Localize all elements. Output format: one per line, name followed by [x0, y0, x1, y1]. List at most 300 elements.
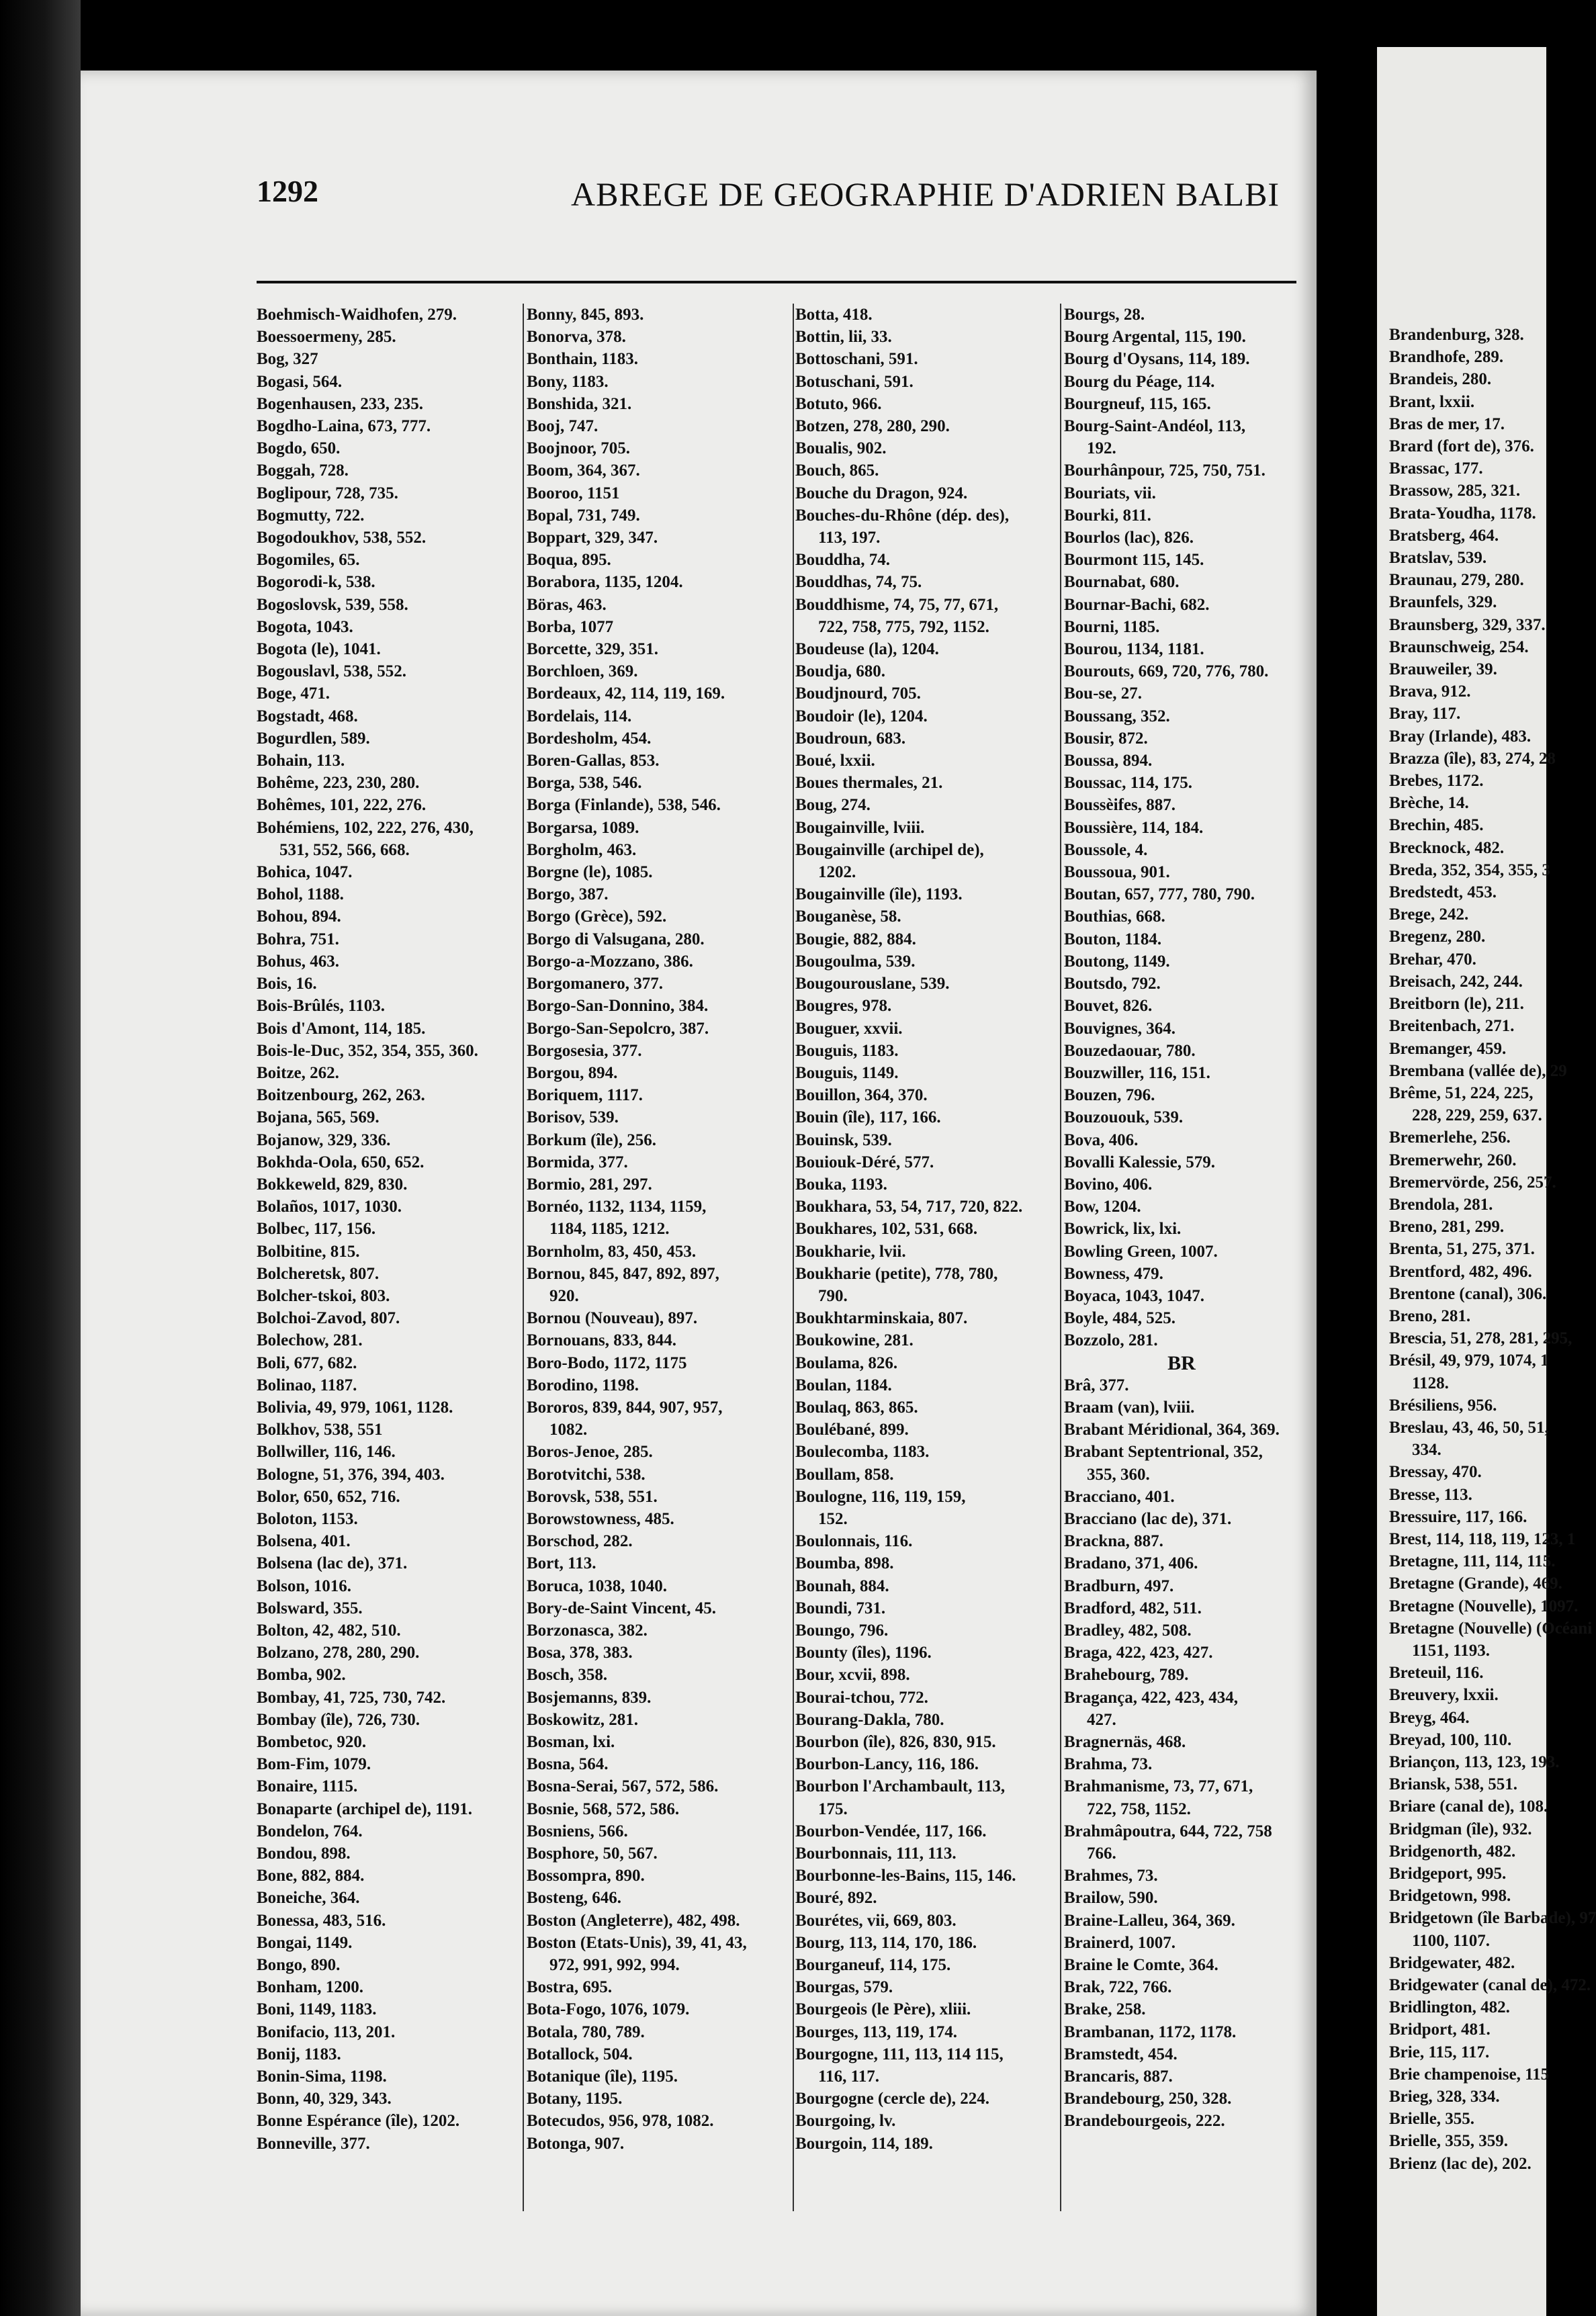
index-entry: Boro-Bodo, 1172, 1175	[527, 1353, 687, 1372]
index-entry: Bridgeport, 995.	[1389, 1865, 1507, 1883]
index-entry: Bourg-Saint-Andéol, 113,	[1064, 417, 1246, 436]
index-entry: Brahmâpoutra, 644, 722, 758	[1064, 1822, 1272, 1840]
index-entry: Bougoulma, 539.	[795, 952, 916, 971]
index-entry: Bory-de-Saint Vincent, 45.	[527, 1599, 716, 1617]
index-entry: Bogdo, 650.	[257, 439, 341, 458]
index-entry: Briare (canal de), 108.	[1389, 1797, 1548, 1816]
index-entry: Bournar-Bachi, 682.	[1064, 595, 1210, 614]
index-entry: Boni, 1149, 1183.	[257, 2000, 377, 2019]
index-entry: Bordesholm, 454.	[527, 729, 652, 748]
index-entry: Brentford, 482, 496.	[1389, 1262, 1532, 1281]
index-entry: Bour, xcvii, 898.	[795, 1666, 910, 1685]
index-entry: Bouches-du-Rhône (dép. des),	[795, 506, 1010, 525]
index-entry: 152.	[818, 1509, 848, 1528]
index-entry: Braunau, 279, 280.	[1389, 571, 1524, 590]
index-entry: Bohra, 751.	[257, 930, 339, 948]
index-entry: 334.	[1412, 1441, 1442, 1460]
index-entry: Bouinsk, 539.	[795, 1130, 892, 1149]
index-entry: Bressay, 470.	[1389, 1463, 1482, 1482]
index-entry: Bratslav, 539.	[1389, 549, 1487, 568]
index-entry: Boglipour, 728, 735.	[257, 484, 398, 502]
index-entry: Boullam, 858.	[795, 1465, 894, 1484]
index-entry: Bouriats, vii.	[1064, 484, 1156, 502]
index-entry: Bouka, 1193.	[795, 1175, 887, 1194]
index-entry: Borga (Finlande), 538, 546.	[527, 796, 721, 815]
index-entry: Bogurdlen, 589.	[257, 729, 370, 748]
index-entry: Borgholm, 463.	[527, 840, 637, 859]
index-entry: 1100, 1107.	[1412, 1931, 1490, 1950]
index-entry: Bois-le-Duc, 352, 354, 355, 360.	[257, 1041, 478, 1060]
index-entry: Bradano, 371, 406.	[1064, 1554, 1198, 1573]
index-entry: Brienz (lac de), 202.	[1389, 2154, 1532, 2173]
index-entry: Bracciano (lac de), 371.	[1064, 1509, 1232, 1528]
index-entry: Bourgogne (cercle de), 224.	[795, 2090, 990, 2108]
index-entry: Bouddhisme, 74, 75, 77, 671,	[795, 595, 999, 614]
index-entry: Borgomanero, 377.	[527, 975, 663, 993]
index-entry: Boukowine, 281.	[795, 1331, 914, 1350]
index-entry: Bridlington, 482.	[1389, 1998, 1510, 2017]
index-entry: Bouguis, 1149.	[795, 1063, 899, 1082]
index-entry: Bokkeweld, 829, 830.	[257, 1175, 408, 1194]
index-entry: Brake, 258.	[1064, 2000, 1146, 2019]
index-entry: Bourbonnais, 111, 113.	[795, 1844, 957, 1863]
index-entry: Bourmont 115, 145.	[1064, 551, 1204, 570]
header-rule	[257, 281, 1296, 283]
index-entry: Bogodoukhov, 538, 552.	[257, 529, 427, 547]
index-entry: Bou-se, 27.	[1064, 684, 1142, 703]
index-entry: 1184, 1185, 1212.	[549, 1220, 670, 1239]
index-entry: Boqua, 895.	[527, 551, 611, 570]
index-entry: Brechin, 485.	[1389, 816, 1484, 835]
index-entry: Bovalli Kalessie, 579.	[1064, 1153, 1215, 1171]
index-entry: Breno, 281.	[1389, 1306, 1471, 1325]
index-entry: 1082.	[549, 1421, 588, 1439]
index-entry: Boumba, 898.	[795, 1554, 894, 1573]
index-entry: Brielle, 355, 359.	[1389, 2132, 1509, 2151]
index-entry: Bosna, 564.	[527, 1755, 609, 1774]
index-entry: Bounty (îles), 1196.	[795, 1644, 932, 1662]
index-entry: Botzen, 278, 280, 290.	[795, 417, 950, 436]
index-entry: Bondou, 898.	[257, 1844, 351, 1863]
index-entry: Boualis, 902.	[795, 439, 887, 458]
index-entry: 722, 758, 775, 792, 1152.	[818, 617, 989, 636]
index-entry: Bouzedaouar, 780.	[1064, 1041, 1196, 1060]
index-entry: Böras, 463.	[527, 595, 607, 614]
index-entry: Bouguis, 1183.	[795, 1041, 899, 1060]
index-entry: Brahma, 73.	[1064, 1755, 1153, 1774]
index-entry: Boudja, 680.	[795, 662, 886, 681]
index-entry: Bourbon-Lancy, 116, 186.	[795, 1755, 979, 1774]
index-entry: Bonorva, 378.	[527, 328, 626, 347]
index-entry: Boundi, 731.	[795, 1599, 886, 1617]
index-entry: Bouin (île), 117, 166.	[795, 1108, 941, 1127]
index-entry: 972, 991, 992, 994.	[549, 1956, 680, 1975]
index-entry: Bolor, 650, 652, 716.	[257, 1487, 400, 1506]
index-entry: Boojnoor, 705.	[527, 439, 630, 458]
index-entry: Bougainville, lviii.	[795, 818, 925, 837]
index-entry: 766.	[1087, 1844, 1116, 1863]
index-entry: Boneiche, 364.	[257, 1889, 360, 1908]
index-entry: Bonthain, 1183.	[527, 350, 639, 369]
index-entry: Bogoslovsk, 539, 558.	[257, 595, 408, 614]
section-letter-heading: BR	[1167, 1351, 1196, 1374]
index-entry: Bouddha, 74.	[795, 551, 891, 570]
index-entry: Boues thermales, 21.	[795, 774, 943, 793]
index-entry: Bogmutty, 722.	[257, 506, 365, 525]
index-entry: Boussière, 114, 184.	[1064, 818, 1204, 837]
index-entry: Boussèifes, 887.	[1064, 796, 1176, 815]
index-entry: Boutong, 1149.	[1064, 952, 1170, 971]
index-entry: Bonifacio, 113, 201.	[257, 2022, 396, 2041]
index-entry: Bogenhausen, 233, 235.	[257, 394, 423, 413]
index-entry: Boggah, 728.	[257, 461, 349, 480]
index-entry: 531, 552, 566, 668.	[279, 840, 410, 859]
index-entry: Boudoir (le), 1204.	[795, 707, 928, 725]
index-entry: Bosa, 378, 383.	[527, 1644, 633, 1662]
index-entry: Borgo-a-Mozzano, 386.	[527, 952, 693, 971]
index-entry: Brege, 242.	[1389, 905, 1469, 924]
index-entry: Bonneville, 377.	[257, 2134, 370, 2153]
index-entry: Boston (Etats-Unis), 39, 41, 43,	[527, 1933, 747, 1952]
index-entry: Boutsdo, 792.	[1064, 975, 1161, 993]
index-entry: Bonham, 1200.	[257, 1978, 364, 1997]
index-entry: Brava, 912.	[1389, 682, 1471, 701]
index-entry: Brehar, 470.	[1389, 950, 1476, 969]
index-entry: Borowstowness, 485.	[527, 1509, 674, 1528]
index-entry: Bray (Irlande), 483.	[1389, 727, 1532, 746]
index-entry: Bremanger, 459.	[1389, 1039, 1507, 1058]
index-entry: Bolton, 42, 482, 510.	[257, 1621, 401, 1640]
index-entry: Bokhda-Oola, 650, 652.	[257, 1153, 425, 1171]
index-entry: Bourg d'Oysans, 114, 189.	[1064, 350, 1250, 369]
index-entry: Breno, 281, 299.	[1389, 1218, 1505, 1237]
page-number: 1292	[257, 174, 318, 208]
index-entry: Bogasi, 564.	[257, 372, 343, 391]
index-entry: Bourang-Dakla, 780.	[795, 1710, 944, 1729]
index-entry: Boukhares, 102, 531, 668.	[795, 1220, 978, 1239]
index-entry: Bresse, 113.	[1389, 1485, 1472, 1504]
index-entry: Bourgoin, 114, 189.	[795, 2134, 933, 2153]
index-entry: Boussa, 894.	[1064, 752, 1153, 770]
index-entry: 228, 229, 259, 637.	[1412, 1106, 1542, 1125]
index-entry: Bouthias, 668.	[1064, 907, 1165, 926]
index-entry: Boitzenbourg, 262, 263.	[257, 1086, 425, 1105]
index-entry: Botala, 780, 789.	[527, 2022, 645, 2041]
index-entry: Brebes, 1172.	[1389, 772, 1484, 791]
index-entry: Brésil, 49, 979, 1074, 1	[1389, 1351, 1549, 1370]
index-entry: Botallock, 504.	[527, 2045, 633, 2063]
index-entry: Boudeuse (la), 1204.	[795, 640, 939, 659]
index-entry: Bourganeuf, 114, 175.	[795, 1956, 951, 1975]
index-entry: Borgo di Valsugana, 280.	[527, 930, 705, 948]
index-entry: Booj, 747.	[527, 417, 598, 436]
index-entry: Bouganèse, 58.	[795, 907, 901, 926]
index-entry: Braam (van), lviii.	[1064, 1398, 1195, 1417]
index-entry: Boukhara, 53, 54, 717, 720, 822.	[795, 1198, 1023, 1216]
index-entry: Borovsk, 538, 551.	[527, 1487, 658, 1506]
index-entry: Bolsena (lac de), 371.	[257, 1554, 408, 1573]
index-entry: Bragança, 422, 423, 434,	[1064, 1688, 1239, 1707]
index-entry: Bornouans, 833, 844.	[527, 1331, 676, 1350]
index-entry: Bourg du Péage, 114.	[1064, 372, 1215, 391]
index-entry: Brecknock, 482.	[1389, 838, 1505, 857]
index-entry: Boloton, 1153.	[257, 1509, 358, 1528]
index-entry: Bohain, 113.	[257, 752, 345, 770]
index-entry: Brieg, 328, 334.	[1389, 2088, 1500, 2106]
index-entry: Bradburn, 497.	[1064, 1576, 1174, 1595]
index-entry: Bormio, 281, 297.	[527, 1175, 652, 1194]
index-entry: Bolson, 1016.	[257, 1576, 352, 1595]
index-entry: Bois, 16.	[257, 975, 317, 993]
running-title: ABREGE DE GEOGRAPHIE D'ADRIEN BALBI	[571, 175, 1280, 213]
index-entry: Bridgetown (île Barbade), 97	[1389, 1909, 1596, 1928]
index-entry: Bordelais, 114.	[527, 707, 632, 725]
index-entry: Bongai, 1149.	[257, 1933, 353, 1952]
index-entry: Bosteng, 646.	[527, 1889, 621, 1908]
index-entry: Bog, 327	[257, 350, 318, 369]
index-entry: Brenta, 51, 275, 371.	[1389, 1240, 1535, 1259]
index-entry: Bolbec, 117, 156.	[257, 1220, 376, 1239]
index-entry: Bretagne, 111, 114, 115.	[1389, 1552, 1556, 1571]
index-entry: Bougainville (île), 1193.	[795, 885, 963, 904]
index-entry: Brâ, 377.	[1064, 1376, 1129, 1394]
index-entry: Botta, 418.	[795, 306, 873, 324]
index-entry: Bone, 882, 884.	[257, 1867, 365, 1885]
index-entry: Bourhânpour, 725, 750, 751.	[1064, 461, 1266, 480]
index-entry: Bouiouk-Déré, 577.	[795, 1153, 934, 1171]
index-entry: 1128.	[1412, 1374, 1449, 1392]
index-entry: Brandebourg, 250, 328.	[1064, 2090, 1232, 2108]
index-entry: Botuschani, 591.	[795, 372, 914, 391]
index-entry: Booroo, 1151	[527, 484, 620, 502]
index-entry: Bourni, 1185.	[1064, 617, 1160, 636]
index-entry: Bourgneuf, 115, 165.	[1064, 394, 1211, 413]
index-entry: Boukharie (petite), 778, 780,	[795, 1264, 998, 1283]
adjacent-page-column	[1389, 324, 1596, 2175]
index-entry: Botanique (île), 1195.	[527, 2067, 678, 2086]
index-entry: Breslau, 43, 46, 50, 51,	[1389, 1418, 1549, 1437]
index-entry: Borgo, 387.	[527, 885, 609, 904]
index-entry: Bouzen, 796.	[1064, 1086, 1155, 1105]
index-entry: Bosna-Serai, 567, 572, 586.	[527, 1777, 719, 1796]
index-entry: Borschod, 282.	[527, 1532, 633, 1551]
index-entry: Bourbon (île), 826, 830, 915.	[795, 1733, 996, 1751]
index-entry: Bolsena, 401.	[257, 1532, 351, 1551]
index-entry: Boulonnais, 116.	[795, 1532, 913, 1551]
index-entry: Bornou, 845, 847, 892, 897,	[527, 1264, 719, 1283]
index-entry: Bosch, 358.	[527, 1666, 608, 1685]
index-entry: Bratsberg, 464.	[1389, 526, 1499, 545]
index-entry: Bremerlehe, 256.	[1389, 1128, 1511, 1147]
index-entry: Bousir, 872.	[1064, 729, 1148, 748]
index-entry: Boros-Jenoe, 285.	[527, 1443, 653, 1462]
index-entry: Bretagne (Nouvelle) (Océani	[1389, 1619, 1593, 1638]
index-entry: Boppart, 329, 347.	[527, 529, 658, 547]
index-entry: Bouré, 892.	[795, 1889, 877, 1908]
index-entry: Bonne Espérance (île), 1202.	[257, 2112, 460, 2131]
index-entry: Briansk, 538, 551.	[1389, 1775, 1518, 1794]
index-entry: Braunsberg, 329, 337.	[1389, 615, 1546, 634]
index-entry: Bremervörde, 256, 257.	[1389, 1173, 1556, 1192]
index-entry: Boge, 471.	[257, 684, 330, 703]
index-entry: Brest, 114, 118, 119, 123, 1	[1389, 1529, 1576, 1548]
index-entry: 116, 117.	[818, 2067, 879, 2086]
index-entry: Brahmanisme, 73, 77, 671,	[1064, 1777, 1253, 1796]
index-entry: Bolaños, 1017, 1030.	[257, 1198, 402, 1216]
index-entry: Bourgs, 28.	[1064, 306, 1145, 324]
index-entry: Bohou, 894.	[257, 907, 341, 926]
index-entry: Bororos, 839, 844, 907, 957,	[527, 1398, 723, 1417]
index-entry: Boukhtarminskaia, 807.	[795, 1309, 968, 1328]
index-entry: Bornéo, 1132, 1134, 1159,	[527, 1198, 707, 1216]
index-entry: Bourgeois (le Père), xliii.	[795, 2000, 971, 2019]
index-entry: Bouvet, 826.	[1064, 997, 1153, 1016]
index-entry: Bourki, 811.	[1064, 506, 1151, 525]
index-column-4	[1064, 304, 1299, 2225]
index-entry: Bourg Argental, 115, 190.	[1064, 328, 1246, 347]
index-entry: Brielle, 355.	[1389, 2110, 1475, 2129]
index-entry: Bolchoi-Zavod, 807.	[257, 1309, 400, 1328]
index-entry: 722, 758, 1152.	[1087, 1799, 1191, 1818]
index-entry: Bolkhov, 538, 551	[257, 1421, 383, 1439]
index-entry: Bogorodi-k, 538.	[257, 573, 375, 592]
index-entry: Braine le Comte, 364.	[1064, 1956, 1218, 1975]
index-entry: Bolivia, 49, 979, 1061, 1128.	[257, 1398, 453, 1417]
index-entry: Bourbon l'Archambault, 113,	[795, 1777, 1006, 1796]
index-entry: Bois d'Amont, 114, 185.	[257, 1019, 426, 1038]
index-entry: Boudroun, 683.	[795, 729, 906, 748]
index-entry: Bridgenorth, 482.	[1389, 1842, 1516, 1861]
index-entry: Boriquem, 1117.	[527, 1086, 643, 1105]
index-entry: Bolinao, 1187.	[257, 1376, 357, 1394]
index-entry: Brassac, 177.	[1389, 459, 1483, 478]
index-entry: Bosphore, 50, 567.	[527, 1844, 658, 1863]
page-header	[176, 173, 1298, 234]
index-entry: Bogstadt, 468.	[257, 707, 358, 725]
index-entry: Bovino, 406.	[1064, 1175, 1153, 1194]
index-entry: Bombetoc, 920.	[257, 1733, 367, 1751]
index-entry: Breitenbach, 271.	[1389, 1017, 1515, 1036]
index-entry: Bridport, 481.	[1389, 2020, 1491, 2039]
index-entry: 1151, 1193.	[1412, 1641, 1490, 1660]
index-entry: Bourlos (lac), 826.	[1064, 529, 1194, 547]
index-entry: Bosjemanns, 839.	[527, 1688, 652, 1707]
index-entry: Brabant Méridional, 364, 369.	[1064, 1421, 1280, 1439]
index-entry: Bohémiens, 102, 222, 276, 430,	[257, 818, 474, 837]
index-entry: Botecudos, 956, 978, 1082.	[527, 2112, 714, 2131]
index-entry: Breteuil, 116.	[1389, 1664, 1484, 1683]
index-entry: Brême, 51, 224, 225,	[1389, 1083, 1534, 1102]
index-entry: Bremerwehr, 260.	[1389, 1151, 1517, 1169]
index-entry: Brauweiler, 39.	[1389, 660, 1497, 679]
index-entry: Briançon, 113, 123, 193.	[1389, 1753, 1560, 1771]
index-entry: Borga, 538, 546.	[527, 774, 642, 793]
index-entry: Bohol, 1188.	[257, 885, 344, 904]
index-entry: Breisach, 242, 244.	[1389, 972, 1523, 991]
index-entry: Bolcher-tskoi, 803.	[257, 1286, 390, 1305]
index-entry: Bollwiller, 116, 146.	[257, 1443, 396, 1462]
index-entry: Bonin-Sima, 1198.	[257, 2067, 387, 2086]
index-entry: Bois-Brûlés, 1103.	[257, 997, 385, 1016]
index-entry: Boren-Gallas, 853.	[527, 752, 660, 770]
index-entry: Boug, 274.	[795, 796, 871, 815]
index-entry: Bohême, 223, 230, 280.	[257, 774, 420, 793]
index-entry: Boué, lxxii.	[795, 752, 875, 770]
index-entry: Bogota, 1043.	[257, 617, 353, 636]
index-entry: Bressuire, 117, 166.	[1389, 1507, 1527, 1526]
index-entry: Boutan, 657, 777, 780, 790.	[1064, 885, 1255, 904]
index-entry: Bogdho-Laina, 673, 777.	[257, 417, 431, 436]
index-entry: Breitborn (le), 211.	[1389, 995, 1524, 1014]
index-entry: Bordeaux, 42, 114, 119, 169.	[527, 684, 725, 703]
index-entry: Bouzwiller, 116, 151.	[1064, 1063, 1210, 1082]
index-entry: Boli, 677, 682.	[257, 1353, 357, 1372]
index-entry: Bragnernäs, 468.	[1064, 1733, 1186, 1751]
index-entry: Bretagne (Nouvelle), 1097.	[1389, 1597, 1579, 1615]
index-entry: Bosnie, 568, 572, 586.	[527, 1799, 680, 1818]
index-entry: Borabora, 1135, 1204.	[527, 573, 683, 592]
index-entry: 113, 197.	[818, 529, 881, 547]
index-entry: Boulama, 826.	[795, 1353, 898, 1372]
index-entry: Bogouslavl, 538, 552.	[257, 662, 406, 681]
index-entry: Brard (fort de), 376.	[1389, 437, 1534, 456]
index-entry: Brescia, 51, 278, 281, 295,	[1389, 1329, 1572, 1348]
index-entry: Brandenburg, 328.	[1389, 326, 1524, 344]
index-entry: Boston (Angleterre), 482, 498.	[527, 1911, 740, 1930]
index-entry: Braunschweig, 254.	[1389, 637, 1529, 656]
index-entry: Bolbitine, 815.	[257, 1242, 360, 1261]
index-entry: Borotvitchi, 538.	[527, 1465, 646, 1484]
index-entry: Bouguer, xxvii.	[795, 1019, 903, 1038]
index-entry: Bombay, 41, 725, 730, 742.	[257, 1688, 446, 1707]
index-entry: Boussac, 114, 175.	[1064, 774, 1193, 793]
index-entry: Brazza (île), 83, 274, 28	[1389, 749, 1556, 768]
index-entry: Boudjnourd, 705.	[795, 684, 921, 703]
index-entry: Borgne (le), 1085.	[527, 863, 653, 882]
index-entry: Bossompra, 890.	[527, 1867, 645, 1885]
index-entry: Bowrick, lix, lxi.	[1064, 1220, 1182, 1239]
index-entry: Brie, 115, 117.	[1389, 2043, 1490, 2061]
index-entry: Boyle, 484, 525.	[1064, 1309, 1176, 1328]
index-entry: Boom, 364, 367.	[527, 461, 640, 480]
index-entry: Bourgoing, lv.	[795, 2112, 896, 2131]
index-entry: Borba, 1077	[527, 617, 614, 636]
book-binding-edge	[0, 0, 81, 2316]
index-entry: Boulébané, 899.	[795, 1421, 909, 1439]
index-entry: Boyaca, 1043, 1047.	[1064, 1286, 1205, 1305]
index-entry: Bojanow, 329, 336.	[257, 1130, 391, 1149]
index-entry: Brabant Septentrional, 352,	[1064, 1443, 1263, 1462]
index-entry: 427.	[1087, 1710, 1116, 1729]
index-entry: Bounah, 884.	[795, 1576, 889, 1595]
index-entry: Bow, 1204.	[1064, 1198, 1141, 1216]
index-entry: Braine-Lalleu, 364, 369.	[1064, 1911, 1235, 1930]
page-gutter	[1317, 0, 1377, 2316]
index-entry: Boukharie, lvii.	[795, 1242, 906, 1261]
index-entry: Breyg, 464.	[1389, 1708, 1470, 1727]
index-entry: Borgo-San-Donnino, 384.	[527, 997, 709, 1016]
index-entry: Bourges, 113, 119, 174.	[795, 2022, 957, 2041]
index-entry: Bregenz, 280.	[1389, 928, 1486, 946]
index-entry: Bogota (le), 1041.	[257, 640, 381, 659]
index-entry: Brambanan, 1172, 1178.	[1064, 2022, 1237, 2041]
index-entry: Botuto, 966.	[795, 394, 882, 413]
index-entry: Brie champenoise, 115	[1389, 2065, 1550, 2084]
index-entry: Bournabat, 680.	[1064, 573, 1180, 592]
index-entry: Bopal, 731, 749.	[527, 506, 640, 525]
index-entry: 790.	[818, 1286, 848, 1305]
index-entry: Boskowitz, 281.	[527, 1710, 638, 1729]
